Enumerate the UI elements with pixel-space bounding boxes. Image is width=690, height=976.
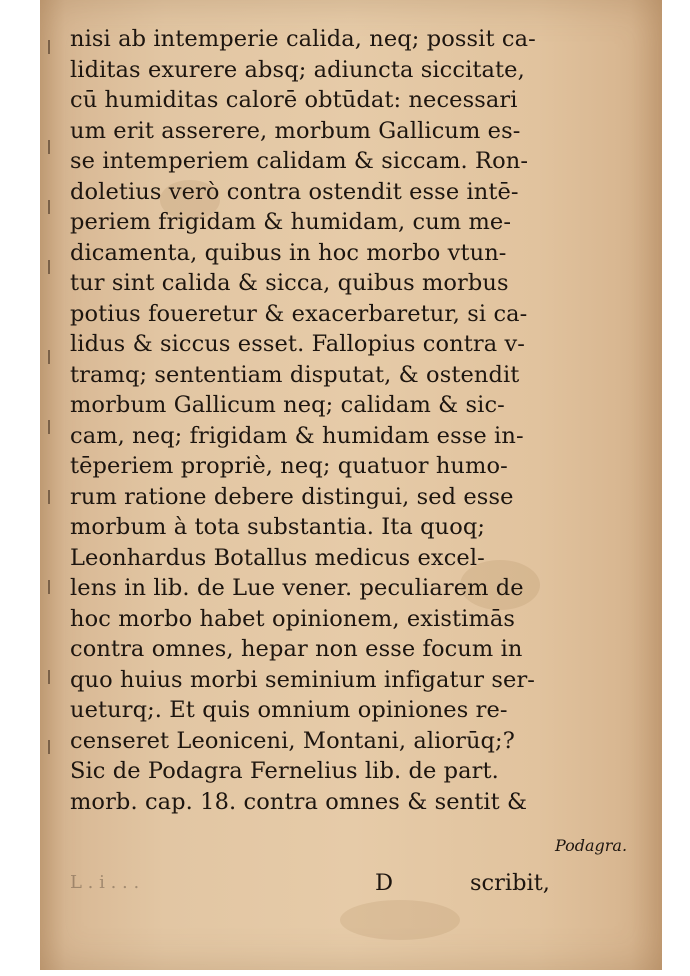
text-line: morbum à tota substantia. Ita quoq; (70, 514, 486, 540)
text-line: potius foueretur & exacerbaretur, si ca- (70, 300, 528, 327)
text-line: nisi ab intemperie calida, neq; possit ca- (70, 26, 536, 52)
text-line: censeret Leoniceni, Montani, aliorūq;? (70, 727, 515, 754)
text-line: rum ratione debere distingui, sed esse (70, 483, 514, 510)
text-line: um erit asserere, morbum Gallicum es- (70, 117, 521, 144)
text-line: morbum Gallicum neq; calidam & sic- (70, 392, 505, 418)
text-line: tur sint calida & sicca, quibus morbus (70, 270, 509, 296)
text-line: dicamenta, quibus in hoc morbo vtun- (70, 239, 507, 266)
text-line: lidus & siccus esset. Fallopius contra v- (70, 331, 526, 357)
text-line: hoc morbo habet opinionem, existimās (70, 605, 516, 632)
text-line: tramq; sententiam disputat, & ostendit (70, 361, 520, 388)
text-line: Sic de Podagra Fernelius lib. de part. (70, 758, 499, 784)
text-line: ueturq;. Et quis omnium opiniones re- (70, 697, 508, 723)
text-line: morb. cap. 18. contra omnes & sentit & (70, 788, 528, 815)
faint-footer-text: L . i . . . (70, 872, 140, 893)
text-line: lens in lib. de Lue vener. peculiarem de (70, 575, 524, 601)
paper-stain (340, 900, 460, 940)
signature-mark: D (375, 870, 394, 896)
page-footer (70, 870, 600, 900)
text-line: doletius verò contra ostendit esse intē- (70, 178, 519, 205)
text-line: cū humiditas calorē obtūdat: necessari (70, 87, 518, 113)
text-line: periem frigidam & humidam, cum me- (70, 209, 512, 235)
text-line: cam, neq; frigidam & humidam esse in- (70, 422, 524, 449)
marginal-note: Podagra. (555, 836, 628, 855)
catchword: scribit, (470, 870, 550, 896)
text-line: se intemperiem calidam & siccam. Ron- (70, 148, 529, 174)
text-line: quo huius morbi seminium infigatur ser- (70, 666, 535, 693)
text-line: contra omnes, hepar non esse focum in (70, 636, 523, 662)
text-line: Leonhardus Botallus medicus excel- (70, 544, 485, 571)
gutter-marks (40, 20, 60, 780)
text-line: liditas exurere absq; adiuncta siccitate, (70, 56, 525, 83)
body-text (70, 24, 600, 817)
text-line: tēperiem propriè, neq; quatuor humo- (70, 453, 508, 479)
book-page (40, 0, 662, 970)
